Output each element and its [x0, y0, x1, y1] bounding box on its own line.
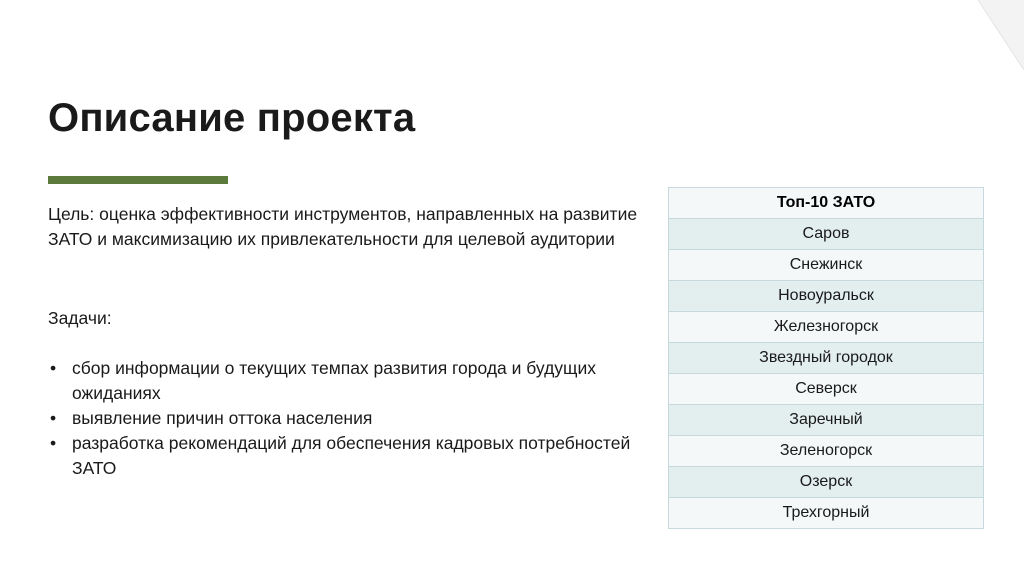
- table-cell: Озерск: [669, 467, 984, 498]
- table-cell: Новоуральск: [669, 281, 984, 312]
- table-row: [669, 467, 984, 498]
- table-row: [669, 250, 984, 281]
- table-row: [669, 436, 984, 467]
- table-row: [669, 405, 984, 436]
- table-header-row: [669, 188, 984, 219]
- page-corner-decoration: [978, 0, 1024, 70]
- tasks-list: [48, 356, 638, 481]
- table-row: [669, 374, 984, 405]
- task-item: • разработка рекомендаций для обеспечения кадровых потребностей ЗАТО: [48, 431, 638, 481]
- table-row: [669, 312, 984, 343]
- table-cell: Саров: [669, 219, 984, 250]
- table-row: [669, 281, 984, 312]
- table-row: [669, 343, 984, 374]
- slide-title: Описание проекта: [48, 96, 416, 140]
- table-cell: Железногорск: [669, 312, 984, 343]
- table-cell: Звездный городок: [669, 343, 984, 374]
- table-cell: Зеленогорск: [669, 436, 984, 467]
- goal-text: Цель: оценка эффективности инструментов, направленных на развитие ЗАТО и максимизацию их привлекательности для целевой аудитории: [48, 204, 638, 249]
- table-cell: Снежинск: [669, 250, 984, 281]
- title-accent-bar: [48, 176, 228, 184]
- task-item: • сбор информации о текущих темпах развития города и будущих ожиданиях: [48, 356, 638, 406]
- table-cell: Заречный: [669, 405, 984, 436]
- table-cell: Северск: [669, 374, 984, 405]
- table-header-cell: Топ-10 ЗАТО: [669, 188, 984, 219]
- table-row: [669, 219, 984, 250]
- table-row: [669, 498, 984, 529]
- task-item: • выявление причин оттока населения: [48, 406, 638, 431]
- top-zato-table: [668, 187, 984, 529]
- table-cell: Трехгорный: [669, 498, 984, 529]
- tasks-heading: Задачи:: [48, 308, 112, 328]
